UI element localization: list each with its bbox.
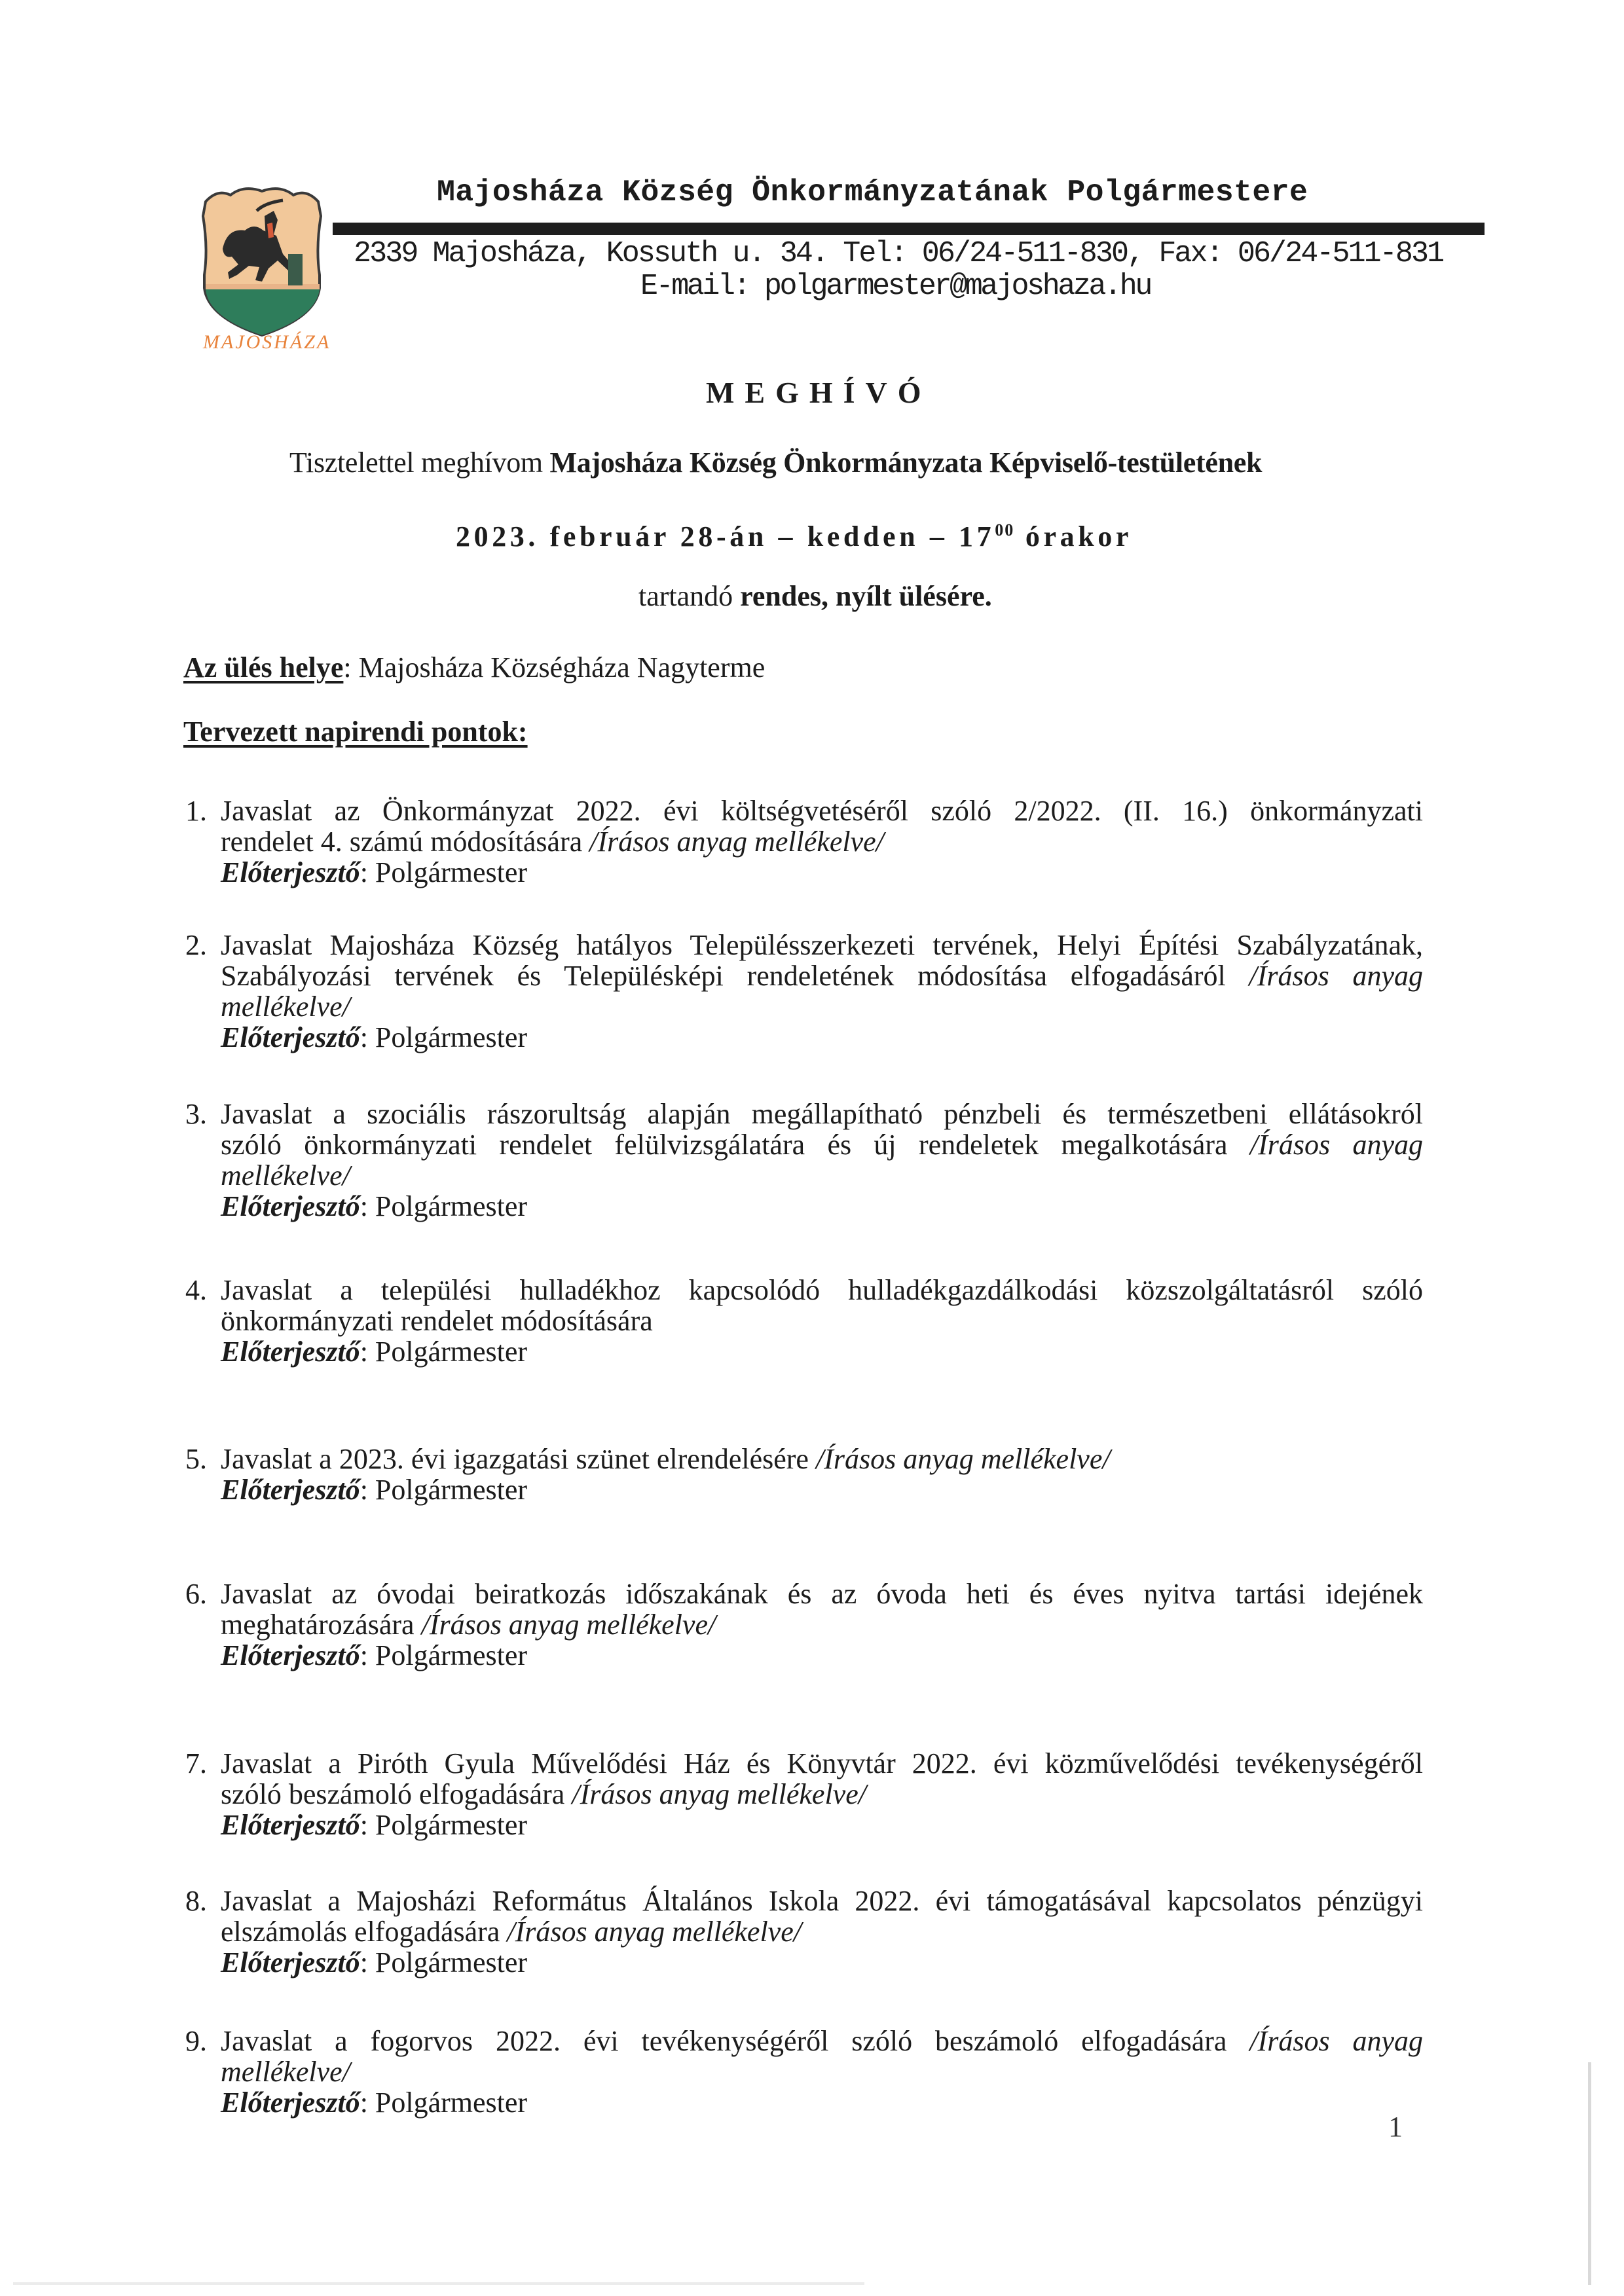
meeting-date: 2023. február 28-án – kedden – 17 xyxy=(456,520,995,553)
agenda-item-body xyxy=(221,1099,1423,1222)
agenda-item-presenter xyxy=(221,857,1423,888)
agenda-item-number: 9. xyxy=(185,2025,207,2057)
agenda-item-line xyxy=(221,826,1423,857)
presenter-value: : Polgármester xyxy=(360,1474,528,1506)
invitation-intro xyxy=(289,445,1262,481)
agenda-item-line xyxy=(221,1099,1423,1129)
presenter-value: : Polgármester xyxy=(360,1809,528,1841)
agenda-item-presenter xyxy=(221,1474,1423,1505)
agenda-item xyxy=(185,1748,1423,1840)
agenda-item-presenter xyxy=(221,1022,1423,1053)
agenda-item-number: 3. xyxy=(185,1098,207,1130)
municipal-coat-of-arms-logo xyxy=(191,177,332,354)
agenda-item-text: Javaslat az Önkormányzat 2022. évi költségvetéséről szóló 2/2022. (II. 16.) önkormányzati xyxy=(221,795,1423,827)
agenda-item-text: elszámolás elfogadására xyxy=(221,1916,507,1948)
letterhead-divider xyxy=(333,223,1485,235)
agenda-item xyxy=(185,1578,1423,1671)
location-value: Majosháza Községháza Nagyterme xyxy=(358,651,766,683)
agenda-item-presenter xyxy=(221,2087,1423,2118)
agenda-item-text: szóló önkormányzati rendelet felülvizsgálatára és új rendeletek megalkotására xyxy=(221,1129,1250,1161)
agenda-item-presenter xyxy=(221,1810,1423,1840)
agenda-item-text: Javaslat a fogorvos 2022. évi tevékenységéről szóló beszámoló elfogadására xyxy=(221,2025,1250,2057)
meeting-type xyxy=(638,579,992,614)
meeting-type-bold: rendes, nyílt ülésére. xyxy=(740,580,992,612)
agenda-item-body xyxy=(221,1444,1423,1505)
attachment-note: /Írásos anyag mellékelve/ xyxy=(507,1916,802,1948)
agenda-item-body xyxy=(221,1748,1423,1840)
attachment-note: /Írásos anyag mellékelve/ xyxy=(421,1609,716,1641)
presenter-label: Előterjesztő xyxy=(221,1639,360,1671)
location-separator: : xyxy=(343,651,359,683)
agenda-item-line xyxy=(221,795,1423,826)
meeting-date-time xyxy=(456,512,1132,555)
scan-bottom-artifact xyxy=(13,2282,864,2285)
intro-body-name: Majosháza Község Önkormányzata Képviselő-testületének xyxy=(549,446,1263,479)
presenter-value: : Polgármester xyxy=(360,856,528,888)
agenda-item-line xyxy=(221,960,1423,991)
agenda-item-number: 7. xyxy=(185,1747,207,1779)
agenda-item-presenter xyxy=(221,1640,1423,1671)
meeting-time-minutes: 00 xyxy=(995,520,1015,539)
attachment-note: /Írásos anyag mellékelve/ xyxy=(589,826,884,858)
shield-icon xyxy=(191,177,332,354)
presenter-label: Előterjesztő xyxy=(221,1336,360,1368)
presenter-value: : Polgármester xyxy=(360,1190,528,1222)
presenter-value: : Polgármester xyxy=(360,1639,528,1671)
location-label: Az ülés helye xyxy=(183,651,344,683)
agenda-item-line xyxy=(221,1129,1423,1160)
meeting-location xyxy=(183,650,765,685)
agenda-item-body xyxy=(221,795,1423,888)
agenda-heading: Tervezett napirendi pontok: xyxy=(183,716,528,748)
agenda-item-text: Javaslat az óvodai beiratkozás időszakának és az óvoda heti és éves nyitva tartási idejének xyxy=(221,1578,1423,1610)
agenda-item-line xyxy=(221,2026,1423,2056)
agenda-item-text: rendelet 4. számú módosítására xyxy=(221,826,590,858)
agenda-item-number: 6. xyxy=(185,1578,207,1610)
presenter-label: Előterjesztő xyxy=(221,1946,360,1978)
presenter-label: Előterjesztő xyxy=(221,1021,360,1053)
attachment-note-continued: mellékelve/ xyxy=(221,1159,350,1192)
agenda-item-text: Javaslat Majosháza Község hatályos Településszerkezeti tervének, Helyi Építési Szabályzatának, xyxy=(221,929,1423,961)
agenda-item-body xyxy=(221,1275,1423,1367)
agenda-item-text: önkormányzati rendelet módosítására xyxy=(221,1305,653,1337)
presenter-label: Előterjesztő xyxy=(221,1809,360,1841)
agenda-item xyxy=(185,1275,1423,1367)
agenda-item xyxy=(185,795,1423,888)
agenda-item xyxy=(185,1444,1423,1505)
agenda-item-body xyxy=(221,1578,1423,1671)
meeting-type-prefix: tartandó xyxy=(638,580,741,612)
letterhead-address: 2339 Majosháza, Kossuth u. 34. Tel: 06/24-511-830, Fax: 06/24-511-831 xyxy=(354,237,1443,270)
logo-caption: MAJOSHÁZA xyxy=(203,331,331,353)
scan-edge-artifact xyxy=(1588,2062,1591,2285)
letterhead-email[interactable]: E-mail: polgarmester@majoshaza.hu xyxy=(640,270,1151,303)
agenda-item-number: 8. xyxy=(185,1885,207,1917)
document-title: MEGHÍVÓ xyxy=(706,376,932,409)
agenda-item-line xyxy=(221,1916,1423,1947)
agenda-item-line xyxy=(221,1748,1423,1779)
agenda-item-text: meghatározására xyxy=(221,1609,422,1641)
attachment-note: /Írásos anyag xyxy=(1249,1129,1423,1161)
presenter-label: Előterjesztő xyxy=(221,2086,360,2119)
agenda-item xyxy=(185,2026,1423,2118)
agenda-item-text: Javaslat a települési hulladékhoz kapcsolódó hulladékgazdálkodási közszolgáltatásról szóló xyxy=(221,1274,1423,1306)
intro-text: Tisztelettel meghívom xyxy=(289,446,550,479)
agenda-item-body xyxy=(221,2026,1423,2118)
agenda-item-text: Javaslat a Majosházi Református Általános Iskola 2022. évi támogatásával kapcsolatos pénzügyi xyxy=(221,1885,1423,1917)
agenda-item-line xyxy=(221,1609,1423,1640)
presenter-label: Előterjesztő xyxy=(221,856,360,888)
attachment-note: /Írásos anyag xyxy=(1249,2025,1424,2057)
attachment-note: /Írásos anyag mellékelve/ xyxy=(572,1778,866,1810)
agenda-item-line xyxy=(221,930,1423,960)
agenda-item-text: Szabályozási tervének és Településképi rendeletének módosítása elfogadásáról xyxy=(221,960,1249,992)
meeting-time-suffix: órakor xyxy=(1014,520,1132,553)
agenda-item-presenter xyxy=(221,1191,1423,1222)
agenda-item-number: 4. xyxy=(185,1274,207,1306)
agenda-item-line xyxy=(221,1779,1423,1810)
attachment-note-continued: mellékelve/ xyxy=(221,991,350,1023)
presenter-value: : Polgármester xyxy=(360,2086,528,2119)
presenter-label: Előterjesztő xyxy=(221,1474,360,1506)
agenda-item-text: Javaslat a Piróth Gyula Művelődési Ház és Könyvtár 2022. évi közművelődési tevékenységéről xyxy=(221,1747,1423,1779)
presenter-value: : Polgármester xyxy=(360,1946,528,1978)
agenda-item-text: szóló beszámoló elfogadására xyxy=(221,1778,572,1810)
agenda-item-line xyxy=(221,1444,1423,1474)
agenda-item-text: Javaslat a 2023. évi igazgatási szünet elrendelésére xyxy=(221,1443,816,1475)
agenda-item xyxy=(185,1099,1423,1222)
presenter-value: : Polgármester xyxy=(360,1021,528,1053)
page-number: 1 xyxy=(1388,2111,1403,2143)
attachment-note: /Írásos anyag mellékelve/ xyxy=(815,1443,1111,1475)
agenda-item-number: 5. xyxy=(185,1443,207,1475)
agenda-item xyxy=(185,930,1423,1053)
presenter-value: : Polgármester xyxy=(360,1336,528,1368)
agenda-item-number: 2. xyxy=(185,929,207,961)
agenda-item-text: Javaslat a szociális rászorultság alapján megállapítható pénzbeli és természetbeni ellátásokról xyxy=(221,1098,1423,1130)
agenda-item-presenter xyxy=(221,1947,1423,1978)
agenda-item-presenter xyxy=(221,1336,1423,1367)
presenter-label: Előterjesztő xyxy=(221,1190,360,1222)
agenda-item-body xyxy=(221,1886,1423,1978)
agenda-item xyxy=(185,1886,1423,1978)
attachment-note-continued: mellékelve/ xyxy=(221,2056,350,2088)
agenda-item-number: 1. xyxy=(185,795,207,827)
letterhead-title: Majosháza Község Önkormányzatának Polgármestere xyxy=(437,175,1308,210)
agenda-item-line xyxy=(221,1305,1423,1336)
agenda-item-body xyxy=(221,930,1423,1053)
agenda-item-line xyxy=(221,1886,1423,1916)
attachment-note: /Írásos anyag xyxy=(1249,960,1423,992)
agenda-item-line xyxy=(221,1578,1423,1609)
agenda-item-line xyxy=(221,1275,1423,1305)
